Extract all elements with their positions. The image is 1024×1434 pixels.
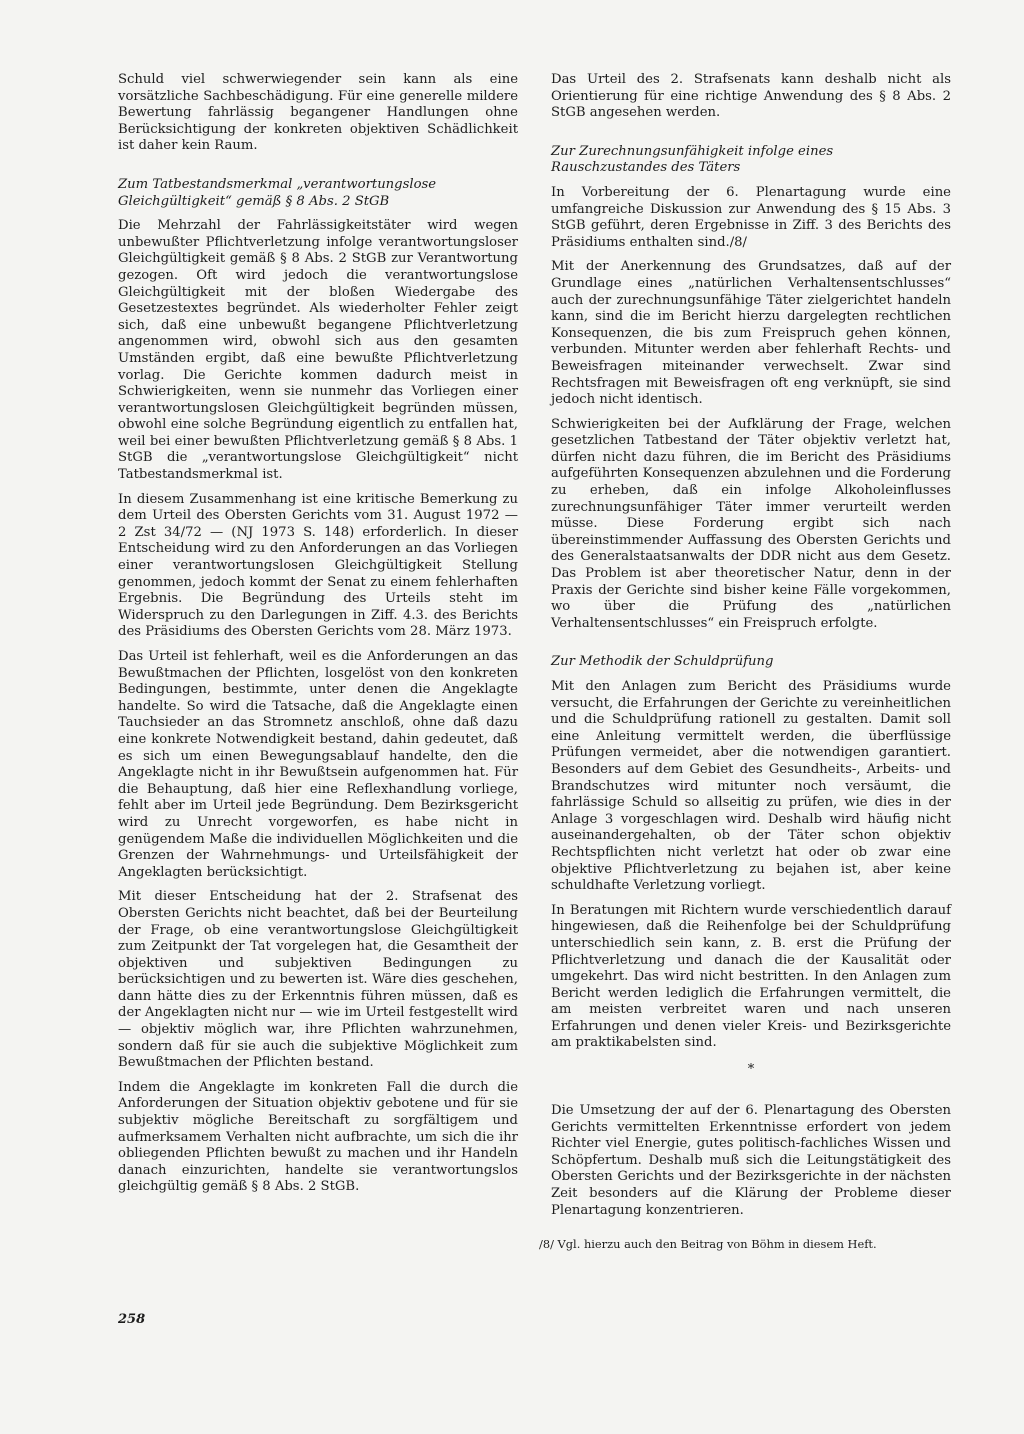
paragraph: Mit den Anlagen zum Bericht des Präsidiums wurde versucht, die Erfahrungen der Gerichte zu vereinheitlichen und die Schuldprüfung rationell zu gestalten. Damit soll eine Anleitung vermittelt werden, die überflüssige Prüfungen vermeidet, aber die notwendigen garantiert. Besonders auf dem Gebiet des Gesundheits-, Arbeits- und Brandschutzes wird mitunter noch versäumt, die fahrlässige Schuld so allseitig zu prüfen, wie dies in der Anlage 3 vorgeschlagen wird. Deshalb wird häufig nicht auseinandergehalten, ob der Täter schon objektiv Rechtspflichten nicht verletzt hat oder ob zwar eine objektive Pflichtverletzung zu bejahen ist, aber keine schuldhafte Verletzung vorliegt. <box>551 679 951 894</box>
left-column <box>118 72 518 1204</box>
paragraph: Mit dieser Entscheidung hat der 2. Strafsenat des Obersten Gerichts nicht beachtet, daß bei der Beurteilung der Frage, ob eine verantwortungslose Gleichgültigkeit zum Zeitpunkt der Tat vorgelegen hat, die Gesamtheit der objektiven und subjektiven Bedingungen zu berücksichtigen und zu bewerten ist. Wäre dies geschehen, dann hätte dies zu der Erkenntnis führen müssen, daß es der Angeklagten nicht nur — wie im Urteil festgestellt wird — objektiv möglich war, ihre Pflichten wahrzunehmen, sondern daß für sie auch die subjektive Möglichkeit zum Bewußtmachen der Pflichten bestand. <box>118 889 518 1071</box>
paragraph: Das Urteil ist fehlerhaft, weil es die Anforderungen an das Bewußtmachen der Pflichten, losgelöst von den konkreten Bedingungen, bestimmte, unter denen die Angeklagte handelte. So wird die Tatsache, daß die Angeklagte einen Tauchsieder an das Stromnetz anschloß, ohne daß dazu eine konkrete Notwendigkeit bestand, dahin gedeutet, daß es sich um einen Bewegungsablauf handelte, den die Angeklagte nicht in ihr Bewußtsein aufgenommen hat. Für die Behauptung, daß hier eine Reflexhandlung vorliege, fehlt aber im Urteil jede Begründung. Dem Bezirksgericht wird zu Unrecht vorgeworfen, es habe nicht in genügendem Maße die individuellen Möglichkeiten und die Grenzen der Wahrnehmungs- und Urteilsfähigkeit der Angeklagten berücksichtigt. <box>118 649 518 880</box>
right-column <box>539 72 951 1252</box>
paragraph: Mit der Anerkennung des Grundsatzes, daß auf der Grundlage eines „natürlichen Verhaltensentschlusses“ auch der zurechnungsunfähige Täter zielgerichtet handeln kann, sind die im Bericht hierzu dargelegten rechtlichen Konsequenzen, die bis zum Freispruch gehen können, verbunden. Mitunter werden aber fehlerhaft Rechts- und Beweisfragen miteinander verwechselt. Zwar sind Rechtsfragen mit Beweisfragen oft eng verknüpft, sie sind jedoch nicht identisch. <box>551 259 951 408</box>
paragraph: In Vorbereitung der 6. Plenartagung wurde eine umfangreiche Diskussion zur Anwendung des § 15 Abs. 3 StGB geführt, deren Ergebnisse in Ziff. 3 des Berichts des Präsidiums enthalten sind./8/ <box>551 184 951 250</box>
paragraph: In Beratungen mit Richtern wurde verschiedentlich darauf hingewiesen, daß die Reihenfolge bei der Schuldprüfung unterschiedlich sein kann, z. B. erst die Prüfung der Pflichtverletzung und danach die der Kausalität oder umgekehrt. Das wird nicht bestritten. In den Anlagen zum Bericht werden lediglich die Erfahrungen vermittelt, die am meisten verbreitet waren und nach unseren Erfahrungen und denen vieler Kreis- und Bezirksgerichte am praktikabelsten sind. <box>551 902 951 1051</box>
section-separator: * <box>747 1062 755 1078</box>
section-heading: Zur Zurechnungsunfähigkeit infolge eines Rauschzustandes des Täters <box>551 143 834 176</box>
section-heading: Zum Tatbestandsmerkmal „verantwortungslose Gleichgültigkeit“ gemäß § 8 Abs. 2 StGB <box>118 176 437 209</box>
paragraph: In diesem Zusammenhang ist eine kritische Bemerkung zu dem Urteil des Obersten Gerichts vom 31. August 1972 — 2 Zst 34/72 — (NJ 1973 S. 148) erforderlich. In dieser Entscheidung wird zu den Anforderungen an das Vorliegen einer verantwortungslosen Gleichgültigkeit Stellung genommen, jedoch kommt der Senat zu einem fehlerhaften Ergebnis. Die Begründung des Urteils steht im Widerspruch zu den Darlegungen in Ziff. 4.3. des Berichts des Präsidiums des Obersten Gerichts vom 28. März 1973. <box>118 491 518 640</box>
paragraph: Die Mehrzahl der Fahrlässigkeitstäter wird wegen unbewußter Pflichtverletzung infolge verantwortungsloser Gleichgültigkeit gemäß § 8 Abs. 2 StGB zur Verantwortung gezogen. Oft wird jedoch die verantwortungslose Gleichgültigkeit mit der bloßen Wiedergabe des Gesetzestextes begründet. Als wiederholter Fehler zeigt sich, daß eine unbewußt begangene Pflichtverletzung angenommen wird, obwohl sich aus den gesamten Umständen ergibt, daß eine bewußte Pflichtverletzung vorlag. Die Gerichte kommen dadurch meist in Schwierigkeiten, wenn sie nunmehr das Vorliegen einer verantwortungslosen Gleichgültigkeit begründen müssen, obwohl eine solche Begründung eigentlich zu entfallen hat, weil bei einer bewußten Pflichtverletzung gemäß § 8 Abs. 1 StGB die „verantwortungslose Gleichgültigkeit“ nicht Tatbestandsmerkmal ist. <box>118 218 518 483</box>
footnote: /8/ Vgl. hierzu auch den Beitrag von Böhm in diesem Heft. <box>539 1237 877 1252</box>
paragraph: Die Umsetzung der auf der 6. Plenartagung des Obersten Gerichts vermittelten Erkenntnisse erfordert von jedem Richter viel Energie, gutes politisch-fachliches Wissen und Schöpfertum. Deshalb muß sich die Leitungstätigkeit des Obersten Gerichts und der Bezirksgerichte in der nächsten Zeit besonders auf die Klärung der Probleme dieser Plenartagung konzentrieren. <box>551 1103 951 1218</box>
paragraph: Schuld viel schwerwiegender sein kann als eine vorsätzliche Sachbeschädigung. Für eine generelle mildere Bewertung fahrlässig begangener Handlungen ohne Berücksichtigung der konkreten objektiven Schädlichkeit ist daher kein Raum. <box>118 72 518 154</box>
section-heading: Zur Methodik der Schuldprüfung <box>551 654 774 670</box>
page-number: 258 <box>118 1312 146 1327</box>
paragraph: Das Urteil des 2. Strafsenats kann deshalb nicht als Orientierung für eine richtige Anwendung des § 8 Abs. 2 StGB angesehen werden. <box>551 72 951 121</box>
paragraph: Indem die Angeklagte im konkreten Fall die durch die Anforderungen der Situation objektiv gebotene und für sie subjektiv mögliche Bereitschaft zu sorgfältigem und aufmerksamem Verhalten nicht aufbrachte, um sich die ihr obliegenden Pflichten bewußt zu machen und ihr Handeln danach einzurichten, handelte sie verantwortungslos gleichgültig gemäß § 8 Abs. 2 StGB. <box>118 1079 518 1195</box>
paragraph: Schwierigkeiten bei der Aufklärung der Frage, welchen gesetzlichen Tatbestand der Täter objektiv verletzt hat, dürfen nicht dazu führen, die im Bericht des Präsidiums aufgeführten Konsequenzen abzulehnen und die Forderung zu erheben, daß ein infolge Alkoholeinflusses zurechnungsunfähiger Täter immer verurteilt werden müsse. Diese Forderung ergibt sich nach übereinstimmender Auffassung des Obersten Gerichts und des Generalstaatsanwalts der DDR nicht aus dem Gesetz. Das Problem ist aber theoretischer Natur, denn in der Praxis der Gerichte sind bisher keine Fälle vorgekommen, wo über die Prüfung des „natürlichen Verhaltensentschlusses“ ein Freispruch erfolgte. <box>551 416 951 631</box>
